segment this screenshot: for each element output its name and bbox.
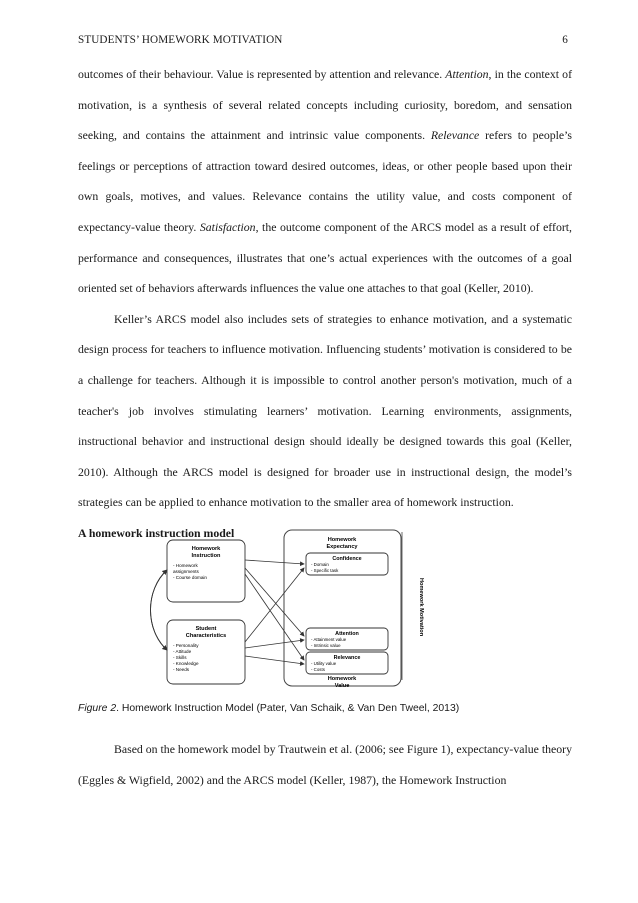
- caption-label: Figure 2: [78, 703, 117, 714]
- paragraph-3: Based on the homework model by Trautwein et al. (2006; see Figure 1), expectancy-value theory (Eggles & Wigfield, 2002) and the ARCS model (Keller, 1987), the Homework Instruction: [78, 742, 572, 787]
- arrow-instruction-attention: [245, 568, 304, 636]
- expectancy-title-2: Expectancy: [326, 544, 358, 550]
- curved-arrow-up: [151, 570, 168, 650]
- value-title-2: Value: [334, 683, 350, 689]
- student-characteristics-title-2: Characteristics: [185, 633, 227, 639]
- curved-arrow-down: [151, 570, 168, 650]
- value-title-1: Homework: [327, 676, 357, 682]
- confidence-item: - Specific task: [311, 568, 339, 573]
- expectancy-title-1: Homework: [327, 537, 357, 543]
- figure-caption: [78, 703, 578, 714]
- relevance-item: - Utility value: [311, 661, 337, 666]
- body-text: [78, 59, 572, 549]
- paragraph-1-part-2: , in the context of motivation, is a synthesis of several related concepts including curiosity, boredom, and sensation seeking, and contains the attainment and intrinsic value components.: [78, 67, 572, 143]
- term-attention: Attention: [445, 67, 489, 81]
- confidence-title: Confidence: [332, 556, 362, 562]
- paragraph-1-part-3: refers to people’s feelings or perceptions of attraction toward desired outcomes, ideas, or other people based upon their own goals, motives, and values. Relevance contains the utility value, and costs component of expectancy-value theory.: [78, 128, 572, 234]
- running-head-title: STUDENTS’ HOMEWORK MOTIVATION: [78, 34, 283, 46]
- student-characteristics-item: - Knowledge: [173, 661, 199, 666]
- attention-title: Attention: [335, 631, 359, 637]
- body-text-after-figure: [78, 734, 572, 795]
- paragraph-1-part-1: outcomes of their behaviour. Value is represented by attention and relevance.: [78, 67, 446, 81]
- caption-text: . Homework Instruction Model (Pater, Van Schaik, & Van Den Tweel, 2013): [116, 703, 460, 714]
- homework-instruction-title-1: Homework: [191, 546, 221, 552]
- arrow-instruction-confidence: [245, 560, 304, 564]
- running-head: [78, 34, 568, 46]
- paragraph-1-part-4: , the outcome component of the ARCS model as a result of effort, performance and consequences, illustrates that one’s actual experiences with the outcomes of a goal oriented set of behaviors afterwards influences the value one attaches to that goal (Keller, 2010).: [78, 219, 573, 296]
- relevance-title: Relevance: [333, 655, 361, 661]
- relevance-item: - Costs: [311, 667, 325, 672]
- homework-instruction-item: assignments: [173, 569, 199, 574]
- student-characteristics-item: - Needs: [173, 667, 190, 672]
- student-characteristics-item: - Personality: [173, 643, 199, 648]
- paragraph-2: Keller’s ARCS model also includes sets of strategies to enhance motivation, and a systematic design process for teachers to influence motivation. Influencing students’ motivation is considered to be a challenge for teachers. Although it is impossible to control another person's motivation, much of a teacher's job involves stimulating learners’ motivation. Learning environments, assignments, instructional behavior and instructional design should ideally be designed towards this goal (Keller, 2010). Although the ARCS model is designed for broader use in instructional design, the model’s strategies can be applied to enhance motivation to the smaller area of homework instruction.: [78, 311, 572, 510]
- student-characteristics-title-1: Student: [195, 626, 217, 632]
- side-label-homework-motivation: Homework Motivation: [418, 578, 424, 637]
- homework-instruction-title-2: Instruction: [191, 553, 221, 559]
- arrow-student-relevance: [245, 656, 304, 664]
- term-satisfaction: Satisfaction: [199, 219, 256, 234]
- student-characteristics-item: - Attitude: [173, 649, 192, 654]
- figure-diagram: [140, 510, 495, 690]
- homework-instruction-item: - Homework: [173, 563, 198, 568]
- student-characteristics-item: - Skills: [173, 655, 187, 660]
- paragraph-1: [78, 59, 572, 304]
- homework-instruction-item: - Course domain: [173, 575, 207, 580]
- figure-homework-instruction-model: [140, 510, 495, 690]
- page-number: 6: [562, 34, 568, 46]
- attention-item: - Intrinsic value: [311, 643, 341, 648]
- section-heading: A homework instruction model: [78, 525, 235, 540]
- attention-item: - Attainment value: [311, 637, 347, 642]
- confidence-item: - Domain: [311, 562, 329, 567]
- arrow-student-confidence: [245, 568, 304, 642]
- term-relevance: Relevance: [430, 128, 480, 143]
